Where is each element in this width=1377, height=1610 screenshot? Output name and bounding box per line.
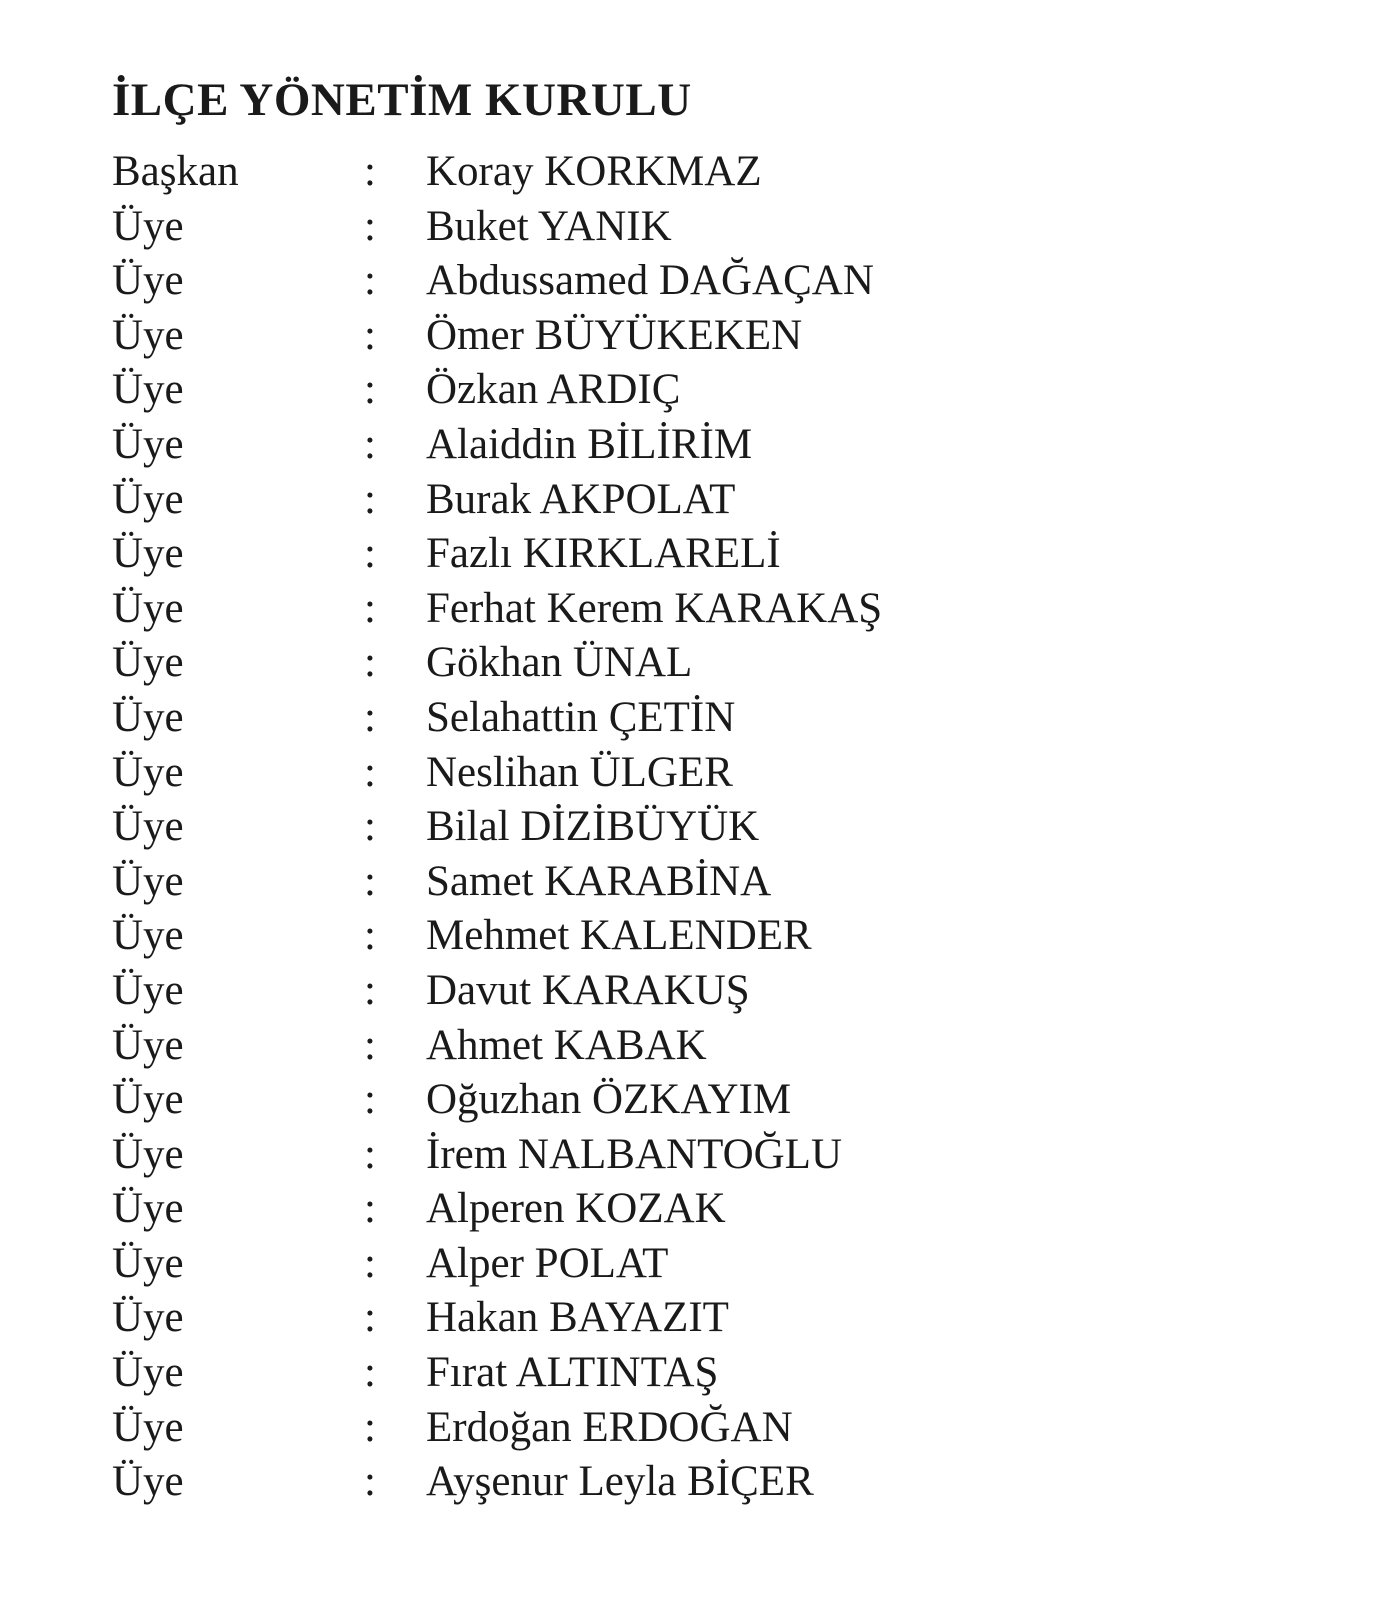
document-title: İLÇE YÖNETİM KURULU <box>112 74 692 126</box>
member-separator: : <box>364 1021 376 1069</box>
member-row <box>112 746 1012 801</box>
member-role: Üye <box>112 1076 184 1124</box>
member-row <box>112 1291 1012 1346</box>
member-row <box>112 691 1012 746</box>
member-separator: : <box>364 639 376 687</box>
member-list <box>112 145 1012 1510</box>
member-row <box>112 636 1012 691</box>
member-role: Başkan <box>112 148 239 195</box>
member-name: Ahmet KABAK <box>426 1021 707 1069</box>
member-name: Bilal DİZİBÜYÜK <box>426 803 760 851</box>
member-row <box>112 1073 1012 1128</box>
member-role: Üye <box>112 1403 184 1451</box>
member-row <box>112 855 1012 910</box>
member-name: Fazlı KIRKLARELİ <box>426 530 781 578</box>
member-name: Hakan BAYAZIT <box>426 1294 729 1342</box>
member-separator: : <box>364 148 376 195</box>
member-row <box>112 363 1012 418</box>
member-name: Alperen KOZAK <box>426 1185 726 1233</box>
member-separator: : <box>364 1185 376 1233</box>
member-separator: : <box>364 366 376 414</box>
member-row <box>112 800 1012 855</box>
member-separator: : <box>364 584 376 632</box>
member-separator: : <box>364 1239 376 1287</box>
member-separator: : <box>364 748 376 796</box>
member-name: Özkan ARDIÇ <box>426 366 681 414</box>
member-row <box>112 418 1012 473</box>
member-name: Burak AKPOLAT <box>426 475 736 523</box>
member-name: Neslihan ÜLGER <box>426 748 733 796</box>
member-name: Erdoğan ERDOĞAN <box>426 1403 793 1451</box>
member-name: Abdussamed DAĞAÇAN <box>426 257 874 305</box>
member-row <box>112 254 1012 309</box>
member-name: Ferhat Kerem KARAKAŞ <box>426 584 883 632</box>
member-row <box>112 964 1012 1019</box>
member-row <box>112 1019 1012 1074</box>
member-name: İrem NALBANTOĞLU <box>426 1130 842 1178</box>
member-name: Ayşenur Leyla BİÇER <box>426 1458 814 1506</box>
member-role: Üye <box>112 1239 184 1287</box>
member-separator: : <box>364 857 376 905</box>
member-role: Üye <box>112 803 184 851</box>
member-row <box>112 909 1012 964</box>
member-name: Koray KORKMAZ <box>426 148 762 195</box>
member-role: Üye <box>112 530 184 578</box>
member-name: Davut KARAKUŞ <box>426 966 750 1014</box>
member-row <box>112 145 1012 200</box>
member-separator: : <box>364 257 376 305</box>
member-row <box>112 1455 1012 1510</box>
member-separator: : <box>364 693 376 741</box>
member-separator: : <box>364 530 376 578</box>
member-separator: : <box>364 1458 376 1506</box>
member-separator: : <box>364 475 376 523</box>
member-name: Ömer BÜYÜKEKEN <box>426 311 803 359</box>
member-separator: : <box>364 966 376 1014</box>
member-name: Alper POLAT <box>426 1239 669 1287</box>
member-row <box>112 309 1012 364</box>
member-separator: : <box>364 1130 376 1178</box>
member-row <box>112 1401 1012 1456</box>
member-role: Üye <box>112 475 184 523</box>
member-role: Üye <box>112 257 184 305</box>
member-separator: : <box>364 202 376 250</box>
member-role: Üye <box>112 1021 184 1069</box>
member-role: Üye <box>112 1458 184 1506</box>
member-role: Üye <box>112 366 184 414</box>
member-role: Üye <box>112 1349 184 1397</box>
member-separator: : <box>364 311 376 359</box>
member-separator: : <box>364 912 376 960</box>
member-separator: : <box>364 420 376 468</box>
member-separator: : <box>364 1403 376 1451</box>
member-separator: : <box>364 1294 376 1342</box>
member-row <box>112 1237 1012 1292</box>
member-row <box>112 527 1012 582</box>
member-role: Üye <box>112 584 184 632</box>
member-separator: : <box>364 1076 376 1124</box>
member-role: Üye <box>112 748 184 796</box>
member-row <box>112 582 1012 637</box>
member-role: Üye <box>112 202 184 250</box>
member-row <box>112 1182 1012 1237</box>
member-name: Mehmet KALENDER <box>426 912 812 960</box>
member-role: Üye <box>112 311 184 359</box>
member-name: Buket YANIK <box>426 202 672 250</box>
member-name: Fırat ALTINTAŞ <box>426 1349 719 1397</box>
member-name: Selahattin ÇETİN <box>426 693 736 741</box>
member-role: Üye <box>112 420 184 468</box>
member-name: Gökhan ÜNAL <box>426 639 693 687</box>
member-role: Üye <box>112 1185 184 1233</box>
member-role: Üye <box>112 912 184 960</box>
member-name: Oğuzhan ÖZKAYIM <box>426 1076 792 1124</box>
member-separator: : <box>364 1349 376 1397</box>
member-role: Üye <box>112 1294 184 1342</box>
member-role: Üye <box>112 693 184 741</box>
member-row <box>112 1128 1012 1183</box>
member-row <box>112 200 1012 255</box>
member-row <box>112 1346 1012 1401</box>
member-row <box>112 473 1012 528</box>
member-role: Üye <box>112 966 184 1014</box>
member-name: Samet KARABİNA <box>426 857 772 905</box>
member-name: Alaiddin BİLİRİM <box>426 420 753 468</box>
member-separator: : <box>364 803 376 851</box>
member-role: Üye <box>112 639 184 687</box>
member-role: Üye <box>112 1130 184 1178</box>
member-role: Üye <box>112 857 184 905</box>
